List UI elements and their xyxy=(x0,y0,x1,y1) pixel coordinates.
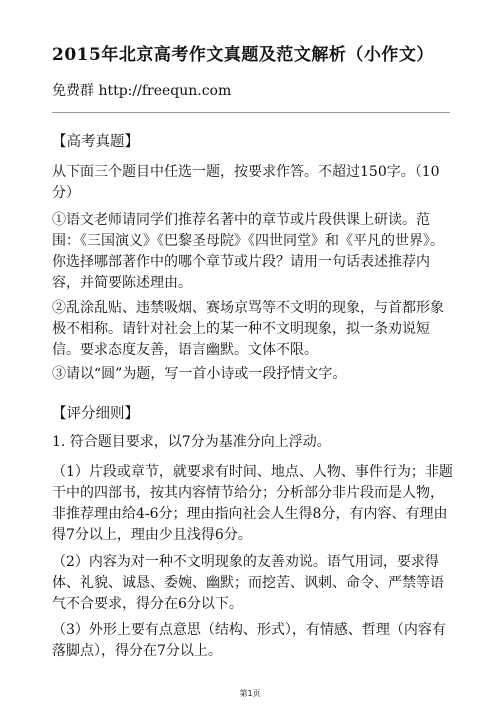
scoring-rule-1b: （2）内容为对一种不文明现象的友善劝说。语气用词，要求得体、礼貌、诚恳、委婉、幽默；而挖苦、讽刺、命令、严禁等语气不合要求，得分在6分以下。 xyxy=(52,554,444,612)
divider xyxy=(52,112,450,113)
scoring-rule-1a: （1）片段或章节，就要求有时间、地点、人物、事件行为；非题干中的四部书，按其内容情节给分；分析部分非片段而是人物，非推荐理由给4-6分；理由指向社会人生得8分，有内容、有理由得7分以上，理由少且浅得6分。 xyxy=(52,464,453,543)
scoring-rule-1c: （3）外形上要有点意思（结构、形式），有情感、哲理（内容有落脚点），得分在7分以上。 xyxy=(52,622,446,659)
section-heading-exam: 【高考真题】 xyxy=(52,134,139,150)
exam-option-2: ②乱涂乱贴、违禁吸烟、赛场京骂等不文明的现象，与首都形象极不相称。请针对社会上的某一种不文明现象，拟一条劝说短信。要求态度友善，语言幽默。文体不限。 xyxy=(52,300,444,358)
section-heading-scoring: 【评分细则】 xyxy=(52,406,139,422)
exam-intro: 从下面三个题目中任选一题，按要求作答。不超过150字。（10分） xyxy=(52,164,440,201)
exam-option-3: ③请以“圆”为题，写一首小诗或一段抒情文字。 xyxy=(52,366,347,382)
document-title: 2015年北京高考作文真题及范文解析（小作文） xyxy=(52,45,434,65)
group-link-line: 免费群 http://freequn.com xyxy=(52,83,232,99)
exam-option-1: ①语文老师请同学们推荐名著中的章节或片段供课上研读。范围：《三国演义》《巴黎圣母院》《四世同堂》和《平凡的世界》。你选择哪部著作中的哪个章节或片段？请用一句话表述推荐内容，并简要陈述理由。 xyxy=(52,212,444,291)
scoring-rule-1: 1. 符合题目要求，以7分为基准分向上浮动。 xyxy=(52,434,331,450)
page-number: 第1页 xyxy=(239,689,261,698)
